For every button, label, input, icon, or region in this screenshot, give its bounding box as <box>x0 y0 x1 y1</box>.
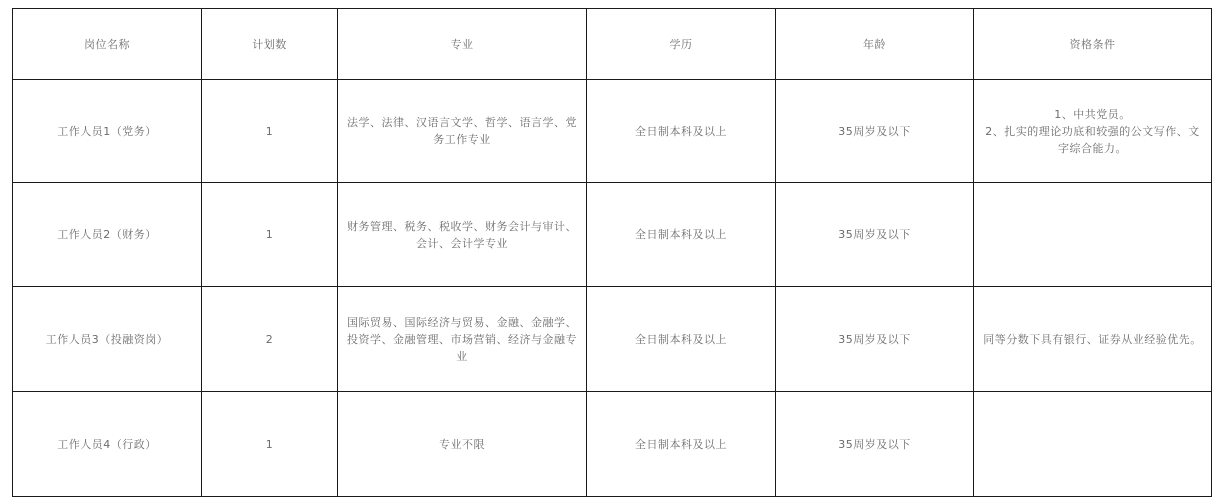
cell-major: 财务管理、税务、税收学、财务会计与审计、会计、会计学专业 <box>338 183 587 287</box>
header-position: 岗位名称 <box>13 9 202 80</box>
header-education: 学历 <box>587 9 776 80</box>
cell-position: 工作人员2（财务） <box>13 183 202 287</box>
cell-age: 35周岁及以下 <box>776 183 974 287</box>
table-header <box>13 9 1212 80</box>
cell-plan-count: 1 <box>202 183 338 287</box>
cell-position: 工作人员1（党务） <box>13 80 202 183</box>
cell-education: 全日制本科及以上 <box>587 287 776 392</box>
cell-age: 35周岁及以下 <box>776 287 974 392</box>
cell-education: 全日制本科及以上 <box>587 183 776 287</box>
header-age: 年龄 <box>776 9 974 80</box>
table-body <box>13 80 1212 497</box>
cell-plan-count: 1 <box>202 80 338 183</box>
table-row <box>13 80 1212 183</box>
table-row <box>13 287 1212 392</box>
cell-age: 35周岁及以下 <box>776 392 974 497</box>
cell-education: 全日制本科及以上 <box>587 392 776 497</box>
cell-position: 工作人员4（行政） <box>13 392 202 497</box>
cell-plan-count: 1 <box>202 392 338 497</box>
cell-plan-count: 2 <box>202 287 338 392</box>
cell-major: 法学、法律、汉语言文学、哲学、语言学、党务工作专业 <box>338 80 587 183</box>
header-row <box>13 9 1212 80</box>
header-plan-count: 计划数 <box>202 9 338 80</box>
cell-qualification <box>974 183 1212 287</box>
cell-qualification <box>974 80 1212 183</box>
cell-qualification <box>974 392 1212 497</box>
header-qualification: 资格条件 <box>974 9 1212 80</box>
cell-major: 专业不限 <box>338 392 587 497</box>
cell-major: 国际贸易、国际经济与贸易、金融、金融学、投资学、金融管理、市场营销、经济与金融专业 <box>338 287 587 392</box>
recruitment-table <box>12 8 1212 497</box>
cell-qualification: 同等分数下具有银行、证券从业经验优先。 <box>974 287 1212 392</box>
table-row <box>13 183 1212 287</box>
header-major: 专业 <box>338 9 587 80</box>
cell-education: 全日制本科及以上 <box>587 80 776 183</box>
cell-position: 工作人员3（投融资岗） <box>13 287 202 392</box>
cell-age: 35周岁及以下 <box>776 80 974 183</box>
table-row <box>13 392 1212 497</box>
qualification-text: 1、中共党员。 2、扎实的理论功底和较强的公文写作、文字综合能力。 <box>985 107 1200 155</box>
